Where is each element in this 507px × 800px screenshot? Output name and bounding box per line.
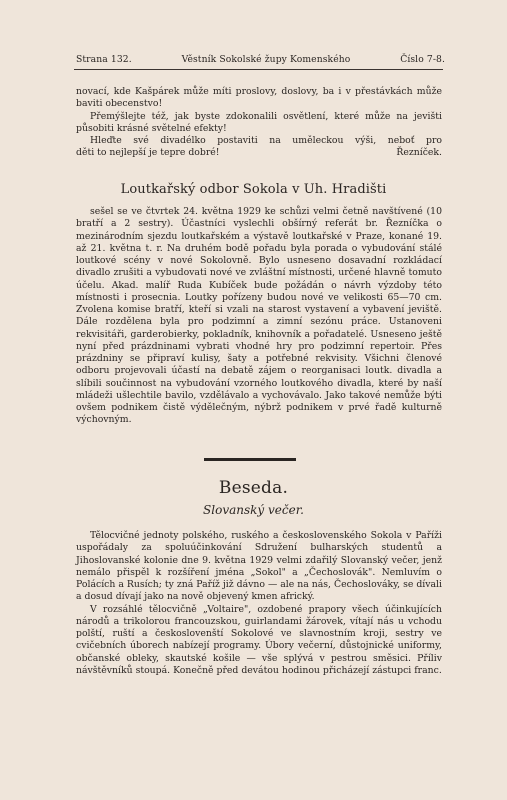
section-paragraph: sešel se ve čtvrtek 24. května 1929 ke schůzi velmi četně navštívené (10 bratří a 2 sestry). Účastníci vyslechli obšírný referát br. Řezníčka o mezinárodním sjezdu loutkařském a výstavě loutkařské v Praze, konané 19. až 21. května t. r. Na druhém bodě pořadu byla porada o vybudování stálé loutkové scény v nové Sokolovně. Bylo usneseno dosavadní rozkládací divadlo zrušiti a vybudovati nové ve zvláštní místnosti, určené hlavně tomuto účelu. Akad. malíř Ruda Kubíček bude požádán o návrh výzdoby této místnosti i prosecnia. Loutky pořízeny budou nové ve velikosti 65—70 cm. Zvolena komise bratří, kteří si vzali na starost vystavení a vybavení jeviště. Dále rozdělena byla pro podzimní a zimní sezónu práce. Ustanoveni rekvisitáři, garderobierky, pokladník, knihovník a pořadatelé. Usneseno ještě nyní před prázdninami vybrati vhodné hry pro podzimní repertoir. Přes prázdniny se připraví kulisy, šaty a potřebné rekvisity. Všichni členové odboru projevovali účastí na debatě zájem o reorganisaci loutk. divadla a slíbili součinnost na vybudování vzorného loutkového divadla, které by naší mládeži ušlechtile bavilo, vzdělávalo a vychovávalo. Jako takové nemůže býti ovšem podnikem čistě výdělečným, nýbrž podnikem v prvé řadě kulturně výchovným. bbox=[76, 206, 442, 426]
beseda-paragraph-2: V rozsáhlé tělocvičně „Voltaire", ozdobené prapory všech účinkujících národů a trikolorou francouzskou, guirlandami žárovek, vítají nás u vchodu polští, ruští a českoslovenští Sokolové ve slavnostním kroji, sestry ve cvičebních úborech nabízejí programy. Úbory večerní, důstojnické uniformy, občanské obleky, skautské košile — vše splývá v pestrou směsici. Příliv návštěvníků stoupá. Konečně před devátou hodinou přicházejí zástupci franc. bbox=[76, 603, 442, 676]
intro-block bbox=[76, 86, 442, 160]
intro-paragraph-3: Hleďte své divadélko postaviti na uměleckou výši, neboť pro bbox=[90, 135, 442, 146]
intro-paragraph-1: novací, kde Kašpárek může míti proslovy, doslovy, ba i v přestávkách může baviti obecenstvo! bbox=[76, 86, 442, 110]
page-number: Strana 132. bbox=[76, 54, 132, 65]
beseda-title: Beseda. bbox=[218, 478, 289, 498]
intro-paragraph-3-end: děti to nejlepší je tepre dobré! bbox=[76, 147, 220, 159]
section-divider bbox=[204, 458, 296, 461]
intro-paragraph-2: Přemýšlejte též, jak byste zdokonalili osvětlení, které může na jevišti působiti krásné světelné efekty! bbox=[76, 110, 442, 134]
running-header bbox=[76, 54, 445, 65]
journal-title: Věstník Sokolské župy Komenského bbox=[181, 54, 351, 65]
header-rule bbox=[74, 69, 443, 70]
author-signature: Řezníček. bbox=[396, 147, 442, 159]
issue-number: Číslo 7-8. bbox=[400, 54, 445, 65]
section-title: Loutkařský odbor Sokola v Uh. Hradišti bbox=[120, 182, 387, 197]
section-body bbox=[76, 206, 442, 427]
intro-closing-line bbox=[76, 147, 442, 159]
beseda-body bbox=[76, 530, 442, 677]
beseda-paragraph-1: Tělocvičné jednoty polského, ruského a československého Sokola v Paříži uspořádaly za spoluúčinkování Sdružení bulharských studentů a Jihoslovanské kolonie dne 9. května 1929 velmi zdařilý Slovanský večer, jenž nemálo přispěl k rozšíření jména „Sokol" a „Čechoslovák". Nemluvím o Polácích a Rusích; ty zná Paříž již dávno — ale na nás, Čechoslováky, se dívali a dosud dívají jako na nově objevený kmen africký. bbox=[76, 530, 442, 603]
beseda-subtitle: Slovanský večer. bbox=[203, 503, 304, 517]
